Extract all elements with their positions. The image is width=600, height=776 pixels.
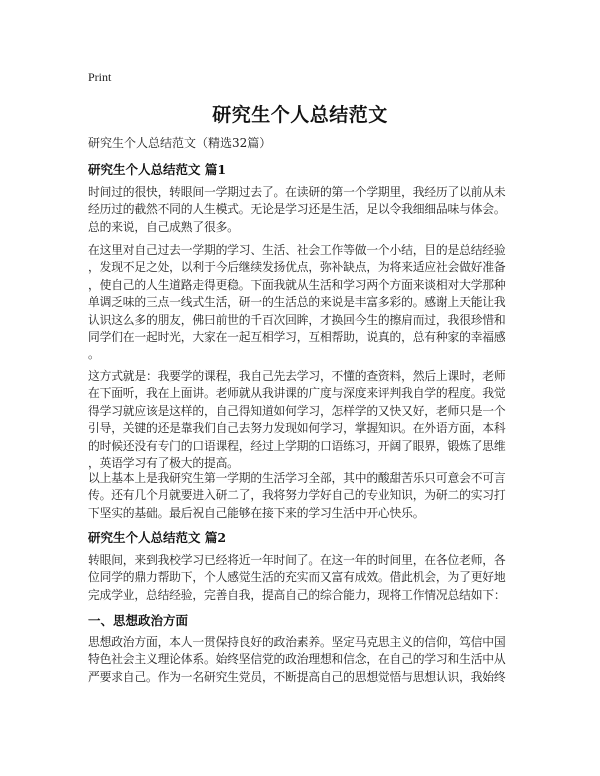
paragraph [88, 184, 513, 236]
paragraph-line: 以上基本上是我研究生第一学期的生活学习全部，其中的酸甜苦乐只可意会不可言 [88, 471, 506, 485]
paragraph-line: 完成学业，总结经验，完善自我，提高自己的综合能力，现将工作情况总结如下： [88, 587, 506, 602]
section-heading-1: 研究生个人总结范文 篇1 [88, 162, 227, 177]
paragraph-line: 时间过的很快，转眼间一学期过去了。在读研的第一个学期里，我经历了以前从未 [88, 185, 506, 199]
paragraph [88, 634, 513, 686]
section-heading-2: 研究生个人总结范文 篇2 [88, 530, 227, 545]
paragraph-line: 同学们在一起时光，大家在一起互相学习，互相帮助，说真的，总有种家的幸福感 [88, 330, 506, 345]
document-subtitle: 研究生个人总结范文（精选32篇） [88, 136, 272, 150]
paragraph-line: 单调乏味的三点一线式生活，研一的生活总的来说是丰富多彩的。感谢上天能让我 [88, 295, 506, 310]
paragraph [88, 242, 513, 364]
paragraph-line: ，英语学习有了极大的提高。 [88, 456, 239, 471]
paragraph-line: 下坚实的基础。最后祝自己能够在接下来的学习生活中开心快乐。 [88, 505, 425, 520]
paragraph-line: 引导，关键的还是靠我们自己去努力发现如何学习，掌握知识。在外语方面，本科 [88, 421, 506, 436]
paragraph-line: 。 [88, 347, 100, 362]
paragraph-line: 的时候还没有专门的口语课程，经过上学期的口语练习，开阔了眼界，锻炼了思维 [88, 438, 506, 453]
paragraph [88, 368, 513, 472]
paragraph-line: 经历过的截然不同的人生模式。无论是学习还是生活，足以令我细细品味与体会。 [88, 202, 506, 217]
paragraph-line: 得学习就应该是这样的，自己得知道如何学习，怎样学的又快又好，老师只是一个 [88, 403, 506, 418]
paragraph-line: 严要求自己。作为一名研究生党员，不断提高自己的思想觉悟与思想认识，我始终 [88, 669, 506, 684]
paragraph-line: 位同学的鼎力帮助下，个人感觉生活的充实而又富有成效。借此机会，为了更好地 [88, 570, 506, 585]
paragraph-line: ，发现不足之处，以利于今后继续发扬优点，弥补缺点，为将来适应社会做好准备 [88, 260, 506, 275]
paragraph-line: 认识这么多的朋友，佛曰前世的千百次回眸，才换回今生的擦肩而过，我很珍惜和 [88, 312, 506, 327]
paragraph-line: 转眼间，来到我校学习已经将近一年时间了。在这一年的时间里，在各位老师，各 [88, 553, 506, 567]
paragraph-line: 在下面听，我在上面讲。老师就从我讲课的广度与深度来评判我自学的程度。我觉 [88, 386, 506, 401]
paragraph-line: 思想政治方面，本人一贯保持良好的政治素养。坚定马克思主义的信仰，笃信中国 [88, 635, 506, 649]
paragraph-line: 总的来说，自己成熟了很多。 [88, 219, 239, 234]
paragraph-line: 在这里对自己过去一学期的学习、生活、社会工作等做一个小结，目的是总结经验 [88, 243, 506, 257]
subheading-politics: 一、思想政治方面 [88, 613, 189, 628]
paragraph-line: 传。还有几个月就要进入研二了，我将努力学好自己的专业知识，为研二的实习打 [88, 488, 506, 503]
paragraph-line: 特色社会主义理论体系。始终坚信党的政治理想和信念，在自己的学习和生活中从 [88, 652, 506, 667]
print-label: Print [88, 70, 112, 84]
page-title: 研究生个人总结范文 [212, 104, 388, 126]
paragraph-line: ，使自己的人生道路走得更稳。下面我就从生活和学习两个方面来谈相对大学那种 [88, 277, 506, 292]
paragraph [88, 470, 513, 522]
paragraph [88, 552, 513, 604]
paragraph-line: 这方式就是：我要学的课程，我自己先去学习，不懂的查资料，然后上课时，老师 [88, 369, 506, 383]
